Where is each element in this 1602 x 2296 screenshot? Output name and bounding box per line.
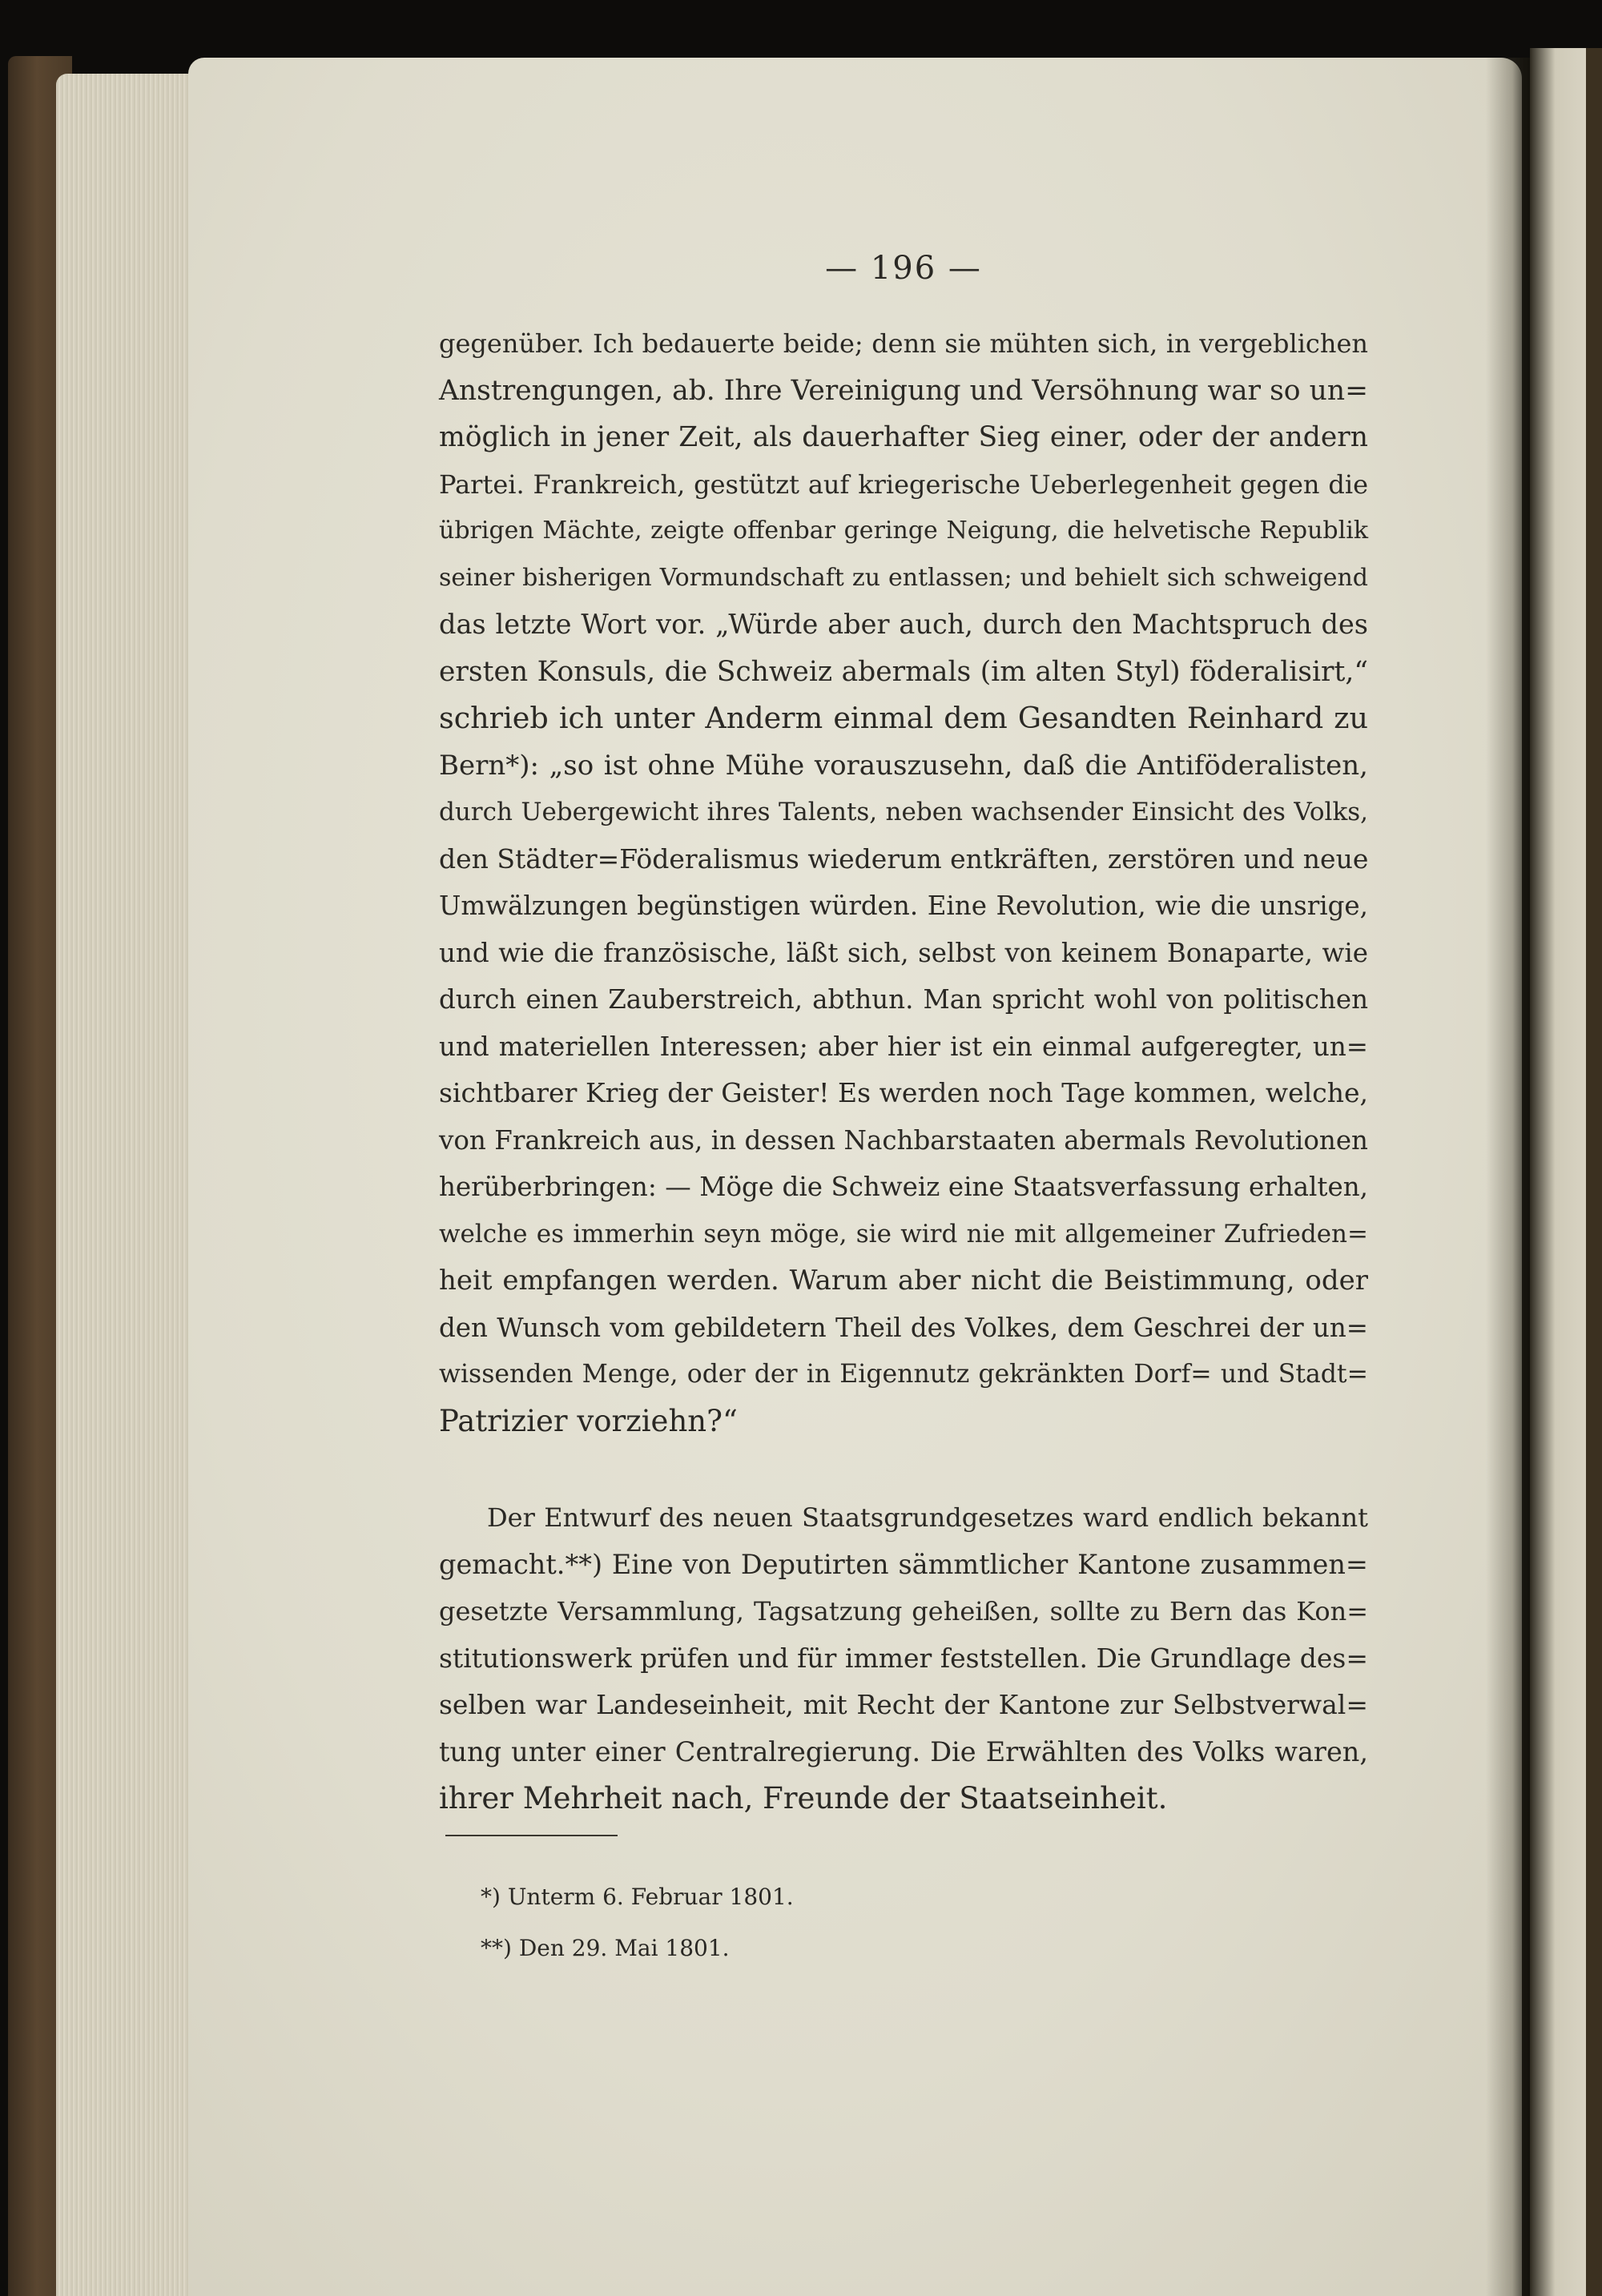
text-line: welche es immerhin seyn möge, sie wird nie mit allgemeiner Zufrieden= bbox=[439, 1219, 1368, 1249]
gutter-shadow bbox=[1486, 58, 1530, 2296]
paragraph-gap bbox=[439, 1445, 1368, 1494]
page-number: — 196 — bbox=[825, 250, 982, 287]
text-line: Bern*): „so ist ohne Mühe vorauszusehn, daß die Antiföderalisten, bbox=[439, 749, 1368, 782]
paragraph-2 bbox=[439, 1494, 1368, 1823]
footnote-1: *) Unterm 6. Februar 1801. bbox=[481, 1884, 794, 1910]
paragraph-1 bbox=[439, 320, 1368, 1445]
text-line: und wie die französische, läßt sich, selbst von keinem Bonaparte, wie bbox=[439, 937, 1368, 968]
text-line: Anstrengungen, ab. Ihre Vereinigung und Versöhnung war so un= bbox=[439, 374, 1368, 407]
text-line: wissenden Menge, oder der in Eigennutz gekränkten Dorf= und Stadt= bbox=[439, 1360, 1368, 1389]
text-line: seiner bisherigen Vormundschaft zu entlassen; und behielt sich schweigend bbox=[439, 563, 1368, 592]
footnote-rule bbox=[445, 1835, 618, 1836]
text-line: möglich in jener Zeit, als dauerhafter Sieg einer, oder der andern bbox=[439, 421, 1368, 453]
text-line: den Wunsch vom gebildetern Theil des Volkes, dem Geschrei der un= bbox=[439, 1312, 1368, 1343]
text-line: schrieb ich unter Anderm einmal dem Gesandten Reinhard zu bbox=[439, 701, 1368, 735]
text-line: Partei. Frankreich, gestützt auf kriegerische Ueberlegenheit gegen die bbox=[439, 468, 1368, 500]
text-line: herüberbringen: — Möge die Schweiz eine Staatsverfassung erhalten, bbox=[439, 1172, 1368, 1202]
page-edges bbox=[56, 74, 200, 2296]
text-line: gegenüber. Ich bedauerte beide; denn sie mühten sich, in vergeblichen bbox=[439, 328, 1368, 359]
text-line: gesetzte Versammlung, Tagsatzung geheißen, sollte zu Bern das Kon= bbox=[439, 1596, 1368, 1627]
text-line: Patrizier vorziehn?“ bbox=[439, 1403, 738, 1438]
text-line: den Städter=Föderalismus wiederum entkräften, zerstören und neue bbox=[439, 842, 1369, 875]
text-line: durch Uebergewicht ihres Talents, neben wachsender Einsicht des Volks, bbox=[439, 798, 1368, 826]
text-line: sichtbarer Krieg der Geister! Es werden noch Tage kommen, welche, bbox=[439, 1077, 1368, 1108]
text-line: ersten Konsuls, die Schweiz abermals (im alten Styl) föderalisirt,“ bbox=[439, 655, 1368, 688]
footnote-2: **) Den 29. Mai 1801. bbox=[481, 1935, 730, 1961]
text-line: durch einen Zauberstreich, abthun. Man spricht wohl von politischen bbox=[439, 984, 1368, 1015]
text-line: heit empfangen werden. Warum aber nicht die Beistimmung, oder bbox=[439, 1265, 1368, 1297]
text-line: Umwälzungen begünstigen würden. Eine Revolution, wie die unsrige, bbox=[439, 891, 1368, 921]
text-line: von Frankreich aus, in dessen Nachbarstaaten abermals Revolutionen bbox=[439, 1124, 1368, 1156]
text-line: ihrer Mehrheit nach, Freunde der Staatseinheit. bbox=[439, 1781, 1168, 1815]
text-line: und materiellen Interessen; aber hier ist ein einmal aufgeregter, un= bbox=[439, 1031, 1368, 1062]
right-cover-edge bbox=[1586, 48, 1602, 2296]
body-text bbox=[439, 320, 1368, 1823]
text-line: gemacht.**) Eine von Deputirten sämmtlicher Kantone zusammen= bbox=[439, 1548, 1368, 1580]
text-line: Der Entwurf des neuen Staatsgrundgesetzes ward endlich bekannt bbox=[487, 1502, 1368, 1533]
text-line: stitutionswerk prüfen und für immer feststellen. Die Grundlage des= bbox=[439, 1642, 1368, 1674]
text-line: übrigen Mächte, zeigte offenbar geringe Neigung, die helvetische Republik bbox=[439, 517, 1368, 545]
text-line: das letzte Wort vor. „Würde aber auch, durch den Machtspruch des bbox=[439, 609, 1368, 640]
text-line: selben war Landeseinheit, mit Recht der Kantone zur Selbstverwal= bbox=[439, 1689, 1368, 1720]
text-line: tung unter einer Centralregierung. Die Erwählten des Volks waren, bbox=[439, 1735, 1368, 1767]
